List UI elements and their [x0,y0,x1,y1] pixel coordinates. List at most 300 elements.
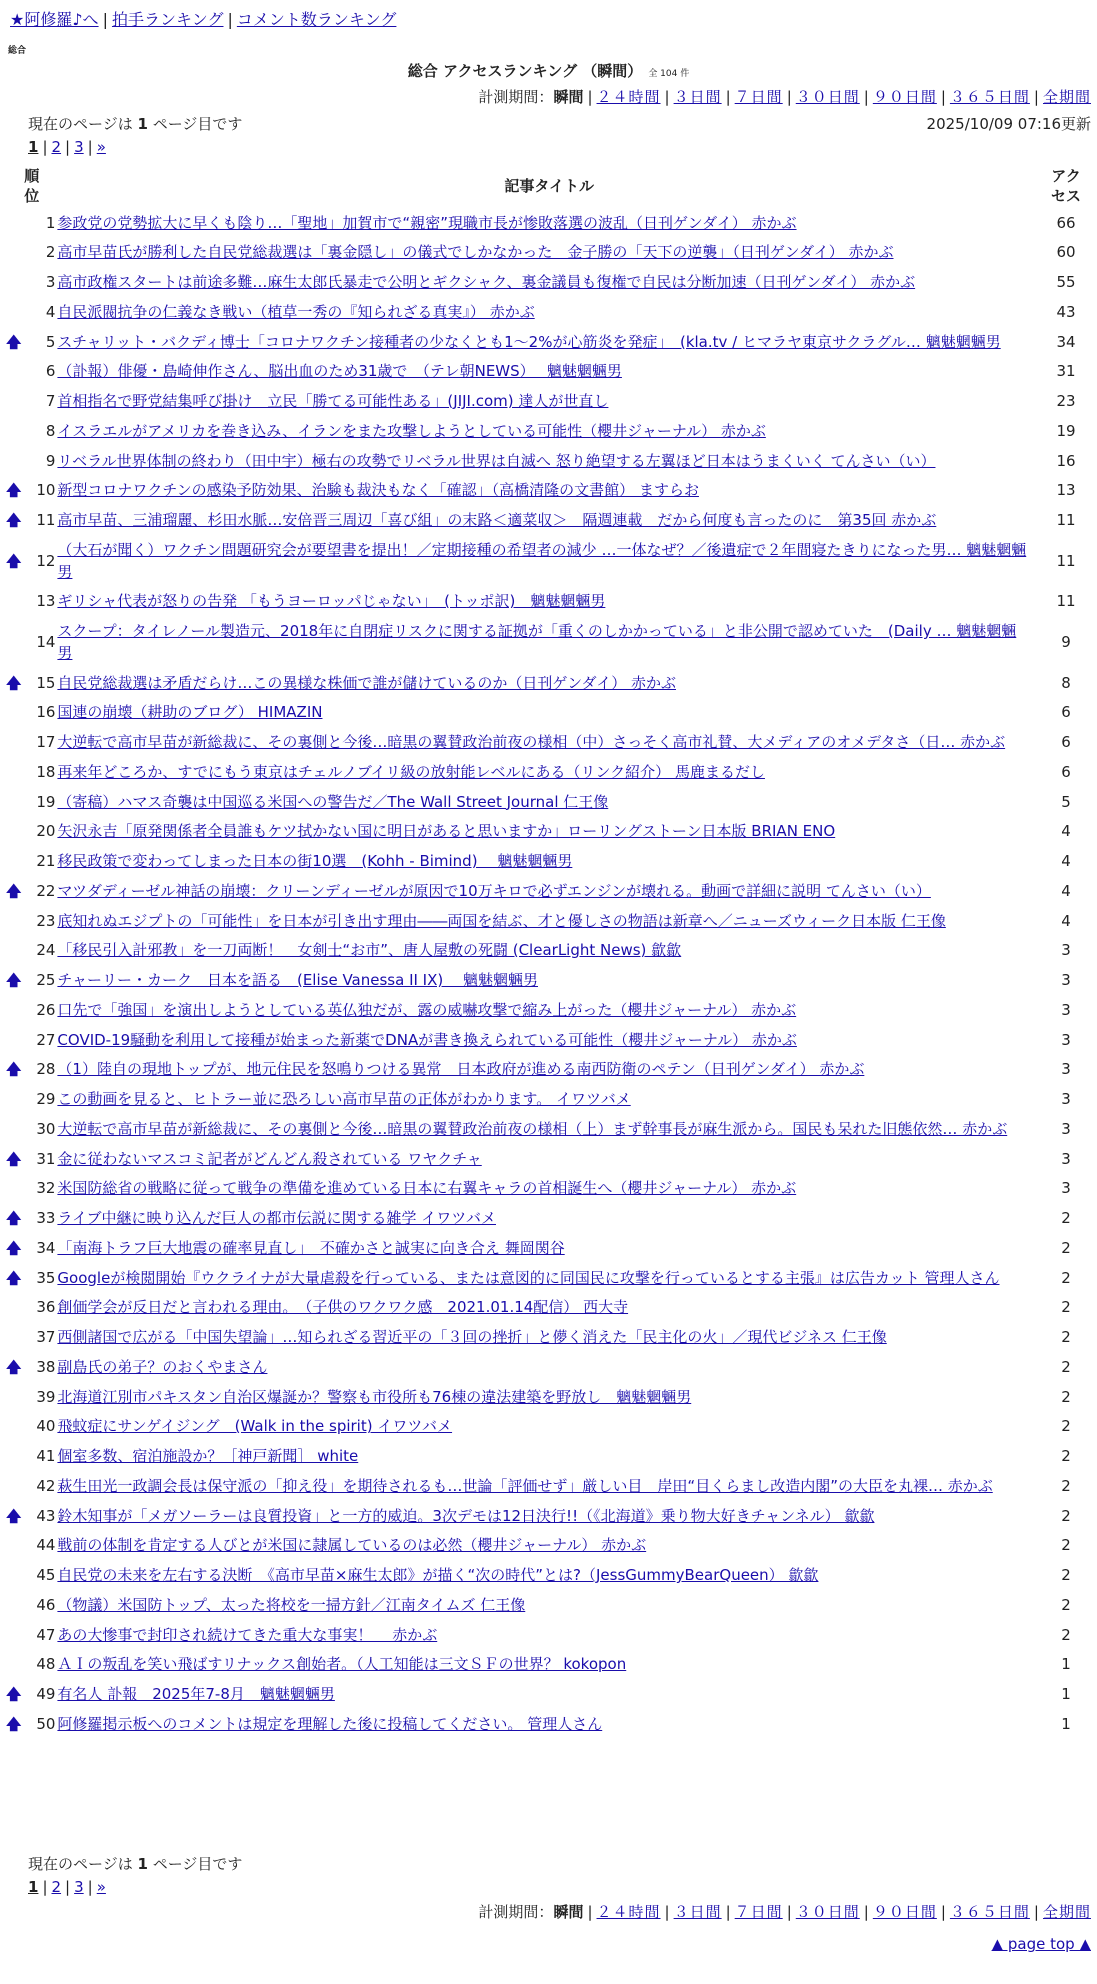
title-cell [57,238,1041,268]
table-row [6,1650,1091,1680]
rank-up-icon-cell [6,536,21,588]
rank-up-icon-cell [6,1591,21,1621]
access-column-header: アク セス [1050,167,1081,206]
rank-number: 13 [36,592,56,611]
table-row [6,1591,1091,1621]
period-separator: | [725,1903,731,1921]
table-row [6,1531,1091,1561]
table-row [6,476,1091,506]
up-arrow-icon: 🡅 [6,511,22,530]
rank-up-icon-cell [6,996,21,1026]
rank-up-icon-cell [6,1650,21,1680]
title-cell [57,1115,1041,1145]
title-cell [57,298,1041,328]
pager-separator: | [65,138,71,156]
rank-up-icon-cell [6,617,21,669]
period-link[interactable]: ２４時間 [596,88,661,106]
title-cell [57,1264,1041,1294]
article-title-link[interactable]: COVID-19騒動を利用して接種が始まった新薬でDNAが書き換えられている可能性（櫻井ジャーナル） 赤かぶ [57,1030,797,1049]
rank-up-icon-cell [6,1442,21,1472]
rank-up-icon-cell [6,1383,21,1413]
rank-up-icon-cell [6,1026,21,1056]
rank-number: 4 [45,302,56,321]
period-link[interactable]: ７日間 [734,1903,783,1921]
article-title-link[interactable]: リベラル世界体制の終わり（田中宇）極右の攻勢でリベラル世界は自滅へ 怒り絶望する左翼ほど日本はうまくいく てんさい（い） [57,451,936,470]
access-count: 4 [1061,911,1071,930]
access-count: 3 [1061,1030,1071,1049]
rank-number: 49 [36,1685,56,1704]
title-cell [57,1621,1041,1651]
pager-top [28,138,106,158]
article-title-link[interactable]: ギリシャ代表が怒りの告発 「もうヨーロッパじゃない」 (トッポ訳) 魑魅魍魎男 [57,592,606,611]
article-title-link[interactable]: スチャリット・バクディ博士「コロナワクチン接種者の少なくとも1～2%が心筋炎を発症」 (kla.tv / ヒマラヤ東京サクラグル… 魑魅魍魎男 [57,332,1001,351]
article-title-link[interactable]: 国連の崩壊（耕助のブログ） HIMAZIN [57,703,323,722]
table-row [6,1710,1091,1740]
up-arrow-icon: 🡅 [6,1238,22,1257]
title-column-header: 記事タイトル [504,176,595,195]
title-cell [57,1145,1041,1175]
access-count: 2 [1061,1209,1071,1228]
article-title-link[interactable]: 創価学会が反日だと言われる理由。 （子供のワクワク感 2021.01.14配信） 西大寺 [57,1298,629,1317]
article-title-link[interactable]: 大逆転で高市早苗が新総裁に、その裏側と今後…暗黒の翼賛政治前夜の様相（中）さっそく高市礼賛、大メディアのオメデタさ（日… 赤かぶ [57,733,1006,751]
rank-up-icon-cell [6,476,21,506]
rank-up-icon-cell [6,669,21,699]
article-title-link[interactable]: Googleが検閲開始『ウクライナが大量虐殺を行っている、または意図的に同国民に攻撃を行っているとする主張』は広告カット 管理人さん [57,1268,1000,1287]
rank-number: 50 [36,1714,56,1733]
title-cell [57,669,1041,699]
article-title-link[interactable]: 高市政権スタートは前途多難…麻生太郎氏暴走で公明とギクシャク、裏金議員も復権で自民は分断加速（日刊ゲンダイ） 赤かぶ [57,273,916,291]
article-title-link[interactable]: 再来年どころか、すでにもう東京はチェルノブイリ級の放射能レベルにある（リンク紹介） 馬鹿まるだし [57,762,765,781]
table-row [6,1442,1091,1472]
period-separator: | [587,88,593,106]
rank-up-icon-cell [6,447,21,477]
title-cell [57,1472,1041,1502]
article-title-link[interactable]: （物議）米国防トップ、太った将校を一掃方針／江南タイムズ 仁王像 [57,1595,526,1614]
rank-number: 39 [36,1387,56,1406]
rank-up-icon-cell [6,1115,21,1145]
article-title-link[interactable]: チャーリー・カーク 日本を語る (Elise Vanessa II IX) 魑魅魍魎男 [57,971,538,989]
title-cell [57,996,1041,1026]
access-count: 1 [1061,1685,1071,1704]
rank-number: 37 [36,1328,56,1347]
article-title-link[interactable]: 副島氏の弟子？のおくやまさん [57,1357,268,1376]
period-current: 瞬間 [553,88,584,106]
period-separator: | [786,88,792,106]
rank-number: 36 [36,1298,56,1317]
title-cell [57,536,1041,588]
rank-up-icon-cell [6,1621,21,1651]
period-link[interactable]: ３０日間 [795,88,860,106]
access-count: 2 [1061,1387,1071,1406]
access-count: 60 [1056,243,1076,262]
access-count: 2 [1061,1506,1071,1525]
table-row [6,238,1091,268]
title-cell [57,1412,1041,1442]
table-row [6,1412,1091,1442]
table-row [6,1204,1091,1234]
period-link[interactable]: ３６５日間 [949,1903,1030,1921]
rank-number: 28 [36,1060,56,1079]
title-cell [57,1026,1041,1056]
rank-up-icon-cell [6,1502,21,1532]
rank-up-icon-cell [6,1293,21,1323]
rank-number: 3 [45,273,56,292]
rank-number: 44 [36,1536,56,1555]
rank-number: 40 [36,1417,56,1436]
period-link[interactable]: 全期間 [1042,88,1091,106]
period-separator: | [725,88,731,106]
nav-separator: | [227,10,233,29]
up-arrow-icon: 🡅 [6,551,22,570]
current-page-status-bottom [28,1855,242,1875]
rank-number: 42 [36,1476,56,1495]
access-count: 43 [1056,302,1076,321]
table-row [6,728,1091,758]
up-arrow-icon: 🡅 [6,1357,22,1376]
article-title-link[interactable]: 高市早苗氏が勝利した自民党総裁選は「裏金隠し」の儀式でしかなかった 金子勝の「天下の逆襲」（日刊ゲンダイ） 赤かぶ [57,243,894,262]
table-row [6,536,1091,588]
period-separator: | [863,1903,869,1921]
article-title-link[interactable]: （大石が聞く）ワクチン問題研究会が要望書を提出！／定期接種の希望者の減少 …一体なぜ？／後遺症で２年間寝たきりになった男… 魑魅魍魎男 [57,540,1027,581]
comment-ranking-link[interactable]: コメント数ランキング [236,10,397,29]
table-row [6,298,1091,328]
title-cell [57,1055,1041,1085]
table-row [6,1026,1091,1056]
rank-up-icon-cell [6,298,21,328]
article-title-link[interactable]: 飛蚊症にサンゲイジング (Walk in the spirit) イワツバメ [57,1417,453,1436]
article-title-link[interactable]: スクープ：タイレノール製造元、2018年に自閉症リスクに関する証拠が「重くのしかかっている」と非公開で認めていた (Daily … 魑魅魍魎男 [57,622,1017,662]
table-row [6,268,1091,298]
table-row [6,1353,1091,1383]
article-title-link[interactable]: （1）陸自の現地トップが、地元住民を怒鳴りつける異常 日本政府が進める南西防衛のペテン（日刊ゲンダイ） 赤かぶ [57,1060,865,1079]
pager-separator: | [87,1878,93,1896]
period-separator: | [786,1903,792,1921]
access-count: 2 [1061,1268,1071,1287]
rank-number: 11 [36,511,56,530]
title-cell [57,966,1041,996]
article-title-link[interactable]: 鈴木知事が「メガソーラーは良質投資」と一方的威迫。3次デモは12日決行!!（《北海道》乗り物大好きチャンネル） 歙歙 [57,1506,875,1525]
period-label: 計測期間： [478,1903,554,1921]
applause-ranking-link[interactable]: 拍手ランキング [111,10,224,29]
article-title-link[interactable]: 個室多数、宿泊施設か？［神戸新聞］ white [57,1447,359,1465]
article-title-link[interactable]: 高市早苗、三浦瑠麗、杉田水脈…安倍晋三周辺「喜び組」の末路＜適菜収＞ 隔週連載 だから何度も言ったのに 第35回 赤かぶ [57,511,937,529]
period-link[interactable]: ３６５日間 [949,88,1030,106]
table-row [6,698,1091,728]
table-row [6,1234,1091,1264]
access-count: 2 [1061,1298,1071,1317]
rank-number: 38 [36,1357,56,1376]
rank-number: 34 [36,1238,56,1257]
article-title-link[interactable]: 西側諸国で広がる「中国失望論」…知られざる習近平の「３回の挫折」と儚く消えた「民主化の火」／現代ビジネス 仁王像 [57,1328,887,1346]
rank-number: 20 [36,822,56,841]
page-top [992,1935,1091,1955]
access-count: 66 [1056,213,1076,232]
access-count: 3 [1061,1119,1071,1138]
rank-number: 33 [36,1209,56,1228]
rank-up-icon-cell [6,1561,21,1591]
rank-number: 15 [36,673,56,692]
title-cell [57,788,1041,818]
period-separator: | [940,1903,946,1921]
period-separator: | [940,88,946,106]
page-top-link[interactable]: ▲ page top ▲ [991,1935,1091,1953]
access-count: 55 [1056,273,1076,292]
article-title-link[interactable]: （寄稿）ハマス奇襲は中国巡る米国への警告だ／The Wall Street Journal 仁王像 [57,792,609,811]
access-count: 3 [1061,971,1071,990]
title-cell [57,1710,1041,1740]
title-cell [57,1442,1041,1472]
access-count: 5 [1061,792,1071,811]
rank-number: 5 [45,332,56,351]
access-count: 13 [1056,481,1076,500]
title-cell [57,1680,1041,1710]
rank-up-icon-cell [6,907,21,937]
up-arrow-icon: 🡅 [6,1506,22,1525]
access-count: 3 [1061,1090,1071,1109]
title-cell [57,1323,1041,1353]
access-count: 2 [1061,1357,1071,1376]
period-label: 計測期間： [478,88,554,106]
pager-next-link[interactable]: » [96,138,106,156]
period-link[interactable]: ９０日間 [872,88,937,106]
rank-up-icon-cell [6,847,21,877]
current-page-status [28,115,242,135]
title-cell [57,357,1041,387]
article-title-link[interactable]: この動画を見ると、ヒトラー並に恐ろしい高市早苗の正体がわかります。 イワツバメ [57,1090,631,1108]
table-row [6,788,1091,818]
rank-up-icon-cell [6,1145,21,1175]
nav-separator: | [102,10,108,29]
article-title-link[interactable]: 阿修羅掲示板へのコメントは規定を理解した後に投稿してください。 管理人さん [57,1714,603,1733]
access-count: 16 [1056,451,1076,470]
title-cell [57,1085,1041,1115]
article-title-link[interactable]: 矢沢永吉「原発関係者全員誰もケツ拭かない国に明日があると思いますか」ローリングストーン日本版 BRIAN ENO [57,822,836,841]
rank-number: 41 [36,1447,56,1466]
rank-up-icon-cell [6,417,21,447]
rank-number: 30 [36,1119,56,1138]
rank-number: 21 [36,852,56,871]
rank-up-icon-cell [6,1710,21,1740]
rank-up-icon-cell [6,936,21,966]
table-row [6,966,1091,996]
period-link[interactable]: 全期間 [1042,1903,1091,1921]
access-count: 23 [1056,392,1076,411]
table-row [6,996,1091,1026]
article-title-link[interactable]: 「移民引入計邪教」を一刀両断！ 女剣士“お市”、唐人屋敷の死闘 (ClearLight News) 歙歙 [57,941,682,960]
article-title-link[interactable]: ライブ中継に映り込んだ巨人の都市伝説に関する雑学 イワツバメ [57,1209,496,1227]
rank-number: 6 [45,362,56,381]
rank-number: 48 [36,1655,56,1674]
period-separator: | [664,1903,670,1921]
period-link[interactable]: ３日間 [673,1903,722,1921]
period-link[interactable]: ２４時間 [596,1903,661,1921]
pager-link[interactable]: 2 [51,1878,62,1896]
total-count: 全 104 件 [648,69,690,79]
article-title-link[interactable]: 自民党総裁選は矛盾だらけ…この異様な株価で誰が儲けているのか（日刊ゲンダイ） 赤かぶ [57,673,676,692]
title-cell [57,387,1041,417]
table-row [6,417,1091,447]
title-cell [57,698,1041,728]
rank-number: 47 [36,1625,56,1644]
article-title-link[interactable]: マツダディーゼル神話の崩壊：クリーンディーゼルが原因で10万キロで必ずエンジンが壊れる。動画で詳細に説明 てんさい（い） [57,881,931,900]
rank-up-icon-cell [6,587,21,617]
access-count: 4 [1061,881,1071,900]
title-cell [57,1561,1041,1591]
article-title-link[interactable]: 戦前の体制を肯定する人びとが米国に隷属しているのは必然（櫻井ジャーナル） 赤かぶ [57,1536,647,1555]
rank-up-icon-cell [6,728,21,758]
period-link[interactable]: ３０日間 [795,1903,860,1921]
table-row [6,1145,1091,1175]
table-row [6,1680,1091,1710]
article-title-link[interactable]: （訃報）俳優・島崎伸作さん、脳出血のため31歳で （テレ朝NEWS） 魑魅魍魎男 [57,362,622,381]
rank-up-icon-cell [6,209,21,239]
pager-link[interactable]: 3 [74,138,84,156]
period-link[interactable]: ９０日間 [872,1903,937,1921]
rank-number: 8 [45,421,56,440]
access-count: 31 [1056,362,1076,381]
pager-current: 1 [28,1878,39,1896]
up-arrow-icon: 🡅 [6,1714,22,1733]
article-title-link[interactable]: 移民政策で変わってしまった日本の街10選 (Kohh - Bimind) 魑魅魍魎男 [57,852,573,870]
table-row [6,1561,1091,1591]
rank-number: 16 [36,703,56,722]
rank-up-icon-cell [6,1531,21,1561]
access-count: 34 [1056,332,1076,351]
rank-up-icon-cell [6,966,21,996]
article-title-link[interactable]: 首相指名で野党結集呼び掛け 立民「勝てる可能性ある」(JIJI.com) 達人が世直し [57,392,609,410]
access-count: 3 [1061,1060,1071,1079]
page-status-prefix: 現在のページは [28,1855,133,1873]
article-title-link[interactable]: 自民派閥抗争の仁義なき戦い（植草一秀の『知られざる真実』） 赤かぶ [57,302,535,321]
article-title-link[interactable]: 萩生田光一政調会長は保守派の「抑え役」を期待されるも…世論「評価せず」厳しい目 岸田“目くらまし改造内閣”の大臣を丸裸… 赤かぶ [57,1476,993,1495]
article-title-link[interactable]: ＡＩの叛乱を笑い飛ばすリナックス創始者。（人工知能は三文ＳＦの世界？ kokopon [57,1655,627,1674]
access-count: 2 [1061,1476,1071,1495]
access-count: 6 [1061,762,1071,781]
access-count: 2 [1061,1625,1071,1644]
table-row [6,936,1091,966]
pager-current: 1 [28,138,39,156]
rank-number: 14 [36,633,56,651]
pager-link[interactable]: 2 [51,138,62,156]
article-title-link[interactable]: 新型コロナワクチンの感染予防効果、治験も裁決もなく「確認」（高橋清隆の文書館） ますらお [57,481,699,500]
title-cell [57,847,1041,877]
up-arrow-icon: 🡅 [6,1268,22,1287]
page-status-number: 1 [137,115,148,133]
article-title-link[interactable]: 「南海トラフ巨大地震の確率見直し」 不確かさと誠実に向き合え 舞岡関谷 [57,1238,565,1257]
table-row [6,1293,1091,1323]
rank-number: 25 [36,971,56,990]
title-cell [57,506,1041,536]
rank-number: 46 [36,1595,56,1614]
pager-separator: | [65,1878,71,1896]
access-count: 6 [1061,703,1071,722]
access-count: 4 [1061,852,1071,871]
table-row [6,1383,1091,1413]
period-link[interactable]: ３日間 [673,88,722,106]
title-cell [57,268,1041,298]
page-title [0,62,1097,82]
article-title-link[interactable]: 参政党の党勢拡大に早くも陰り…「聖地」加賀市で“親密”現職市長が惨敗落選の波乱（日刊ゲンダイ） 赤かぶ [57,213,797,232]
rank-number: 7 [45,392,56,411]
article-title-link[interactable]: 北海道江別市パキスタン自治区爆誕か？警察も市役所も76棟の違法建築を野放し 魑魅魍魎男 [57,1387,692,1406]
page-status-prefix: 現在のページは [28,115,133,133]
title-cell [57,1234,1041,1264]
article-title-link[interactable]: 有名人 訃報 2025年7-8月 魑魅魍魎男 [57,1685,335,1703]
pager-link[interactable]: 3 [74,1878,84,1896]
table-row [6,1115,1091,1145]
rank-up-icon-cell [6,506,21,536]
rank-column-header: 順 位 [24,167,40,206]
title-cell [57,1174,1041,1204]
article-title-link[interactable]: イスラエルがアメリカを巻き込み、イランをまた攻撃しようとしている可能性（櫻井ジャーナル） 赤かぶ [57,421,766,440]
rank-number: 45 [36,1566,56,1585]
rank-up-icon-cell [6,788,21,818]
article-title-link[interactable]: 底知れぬエジプトの「可能性」を日本が引き出す理由――両国を結ぶ、才と優しさの物語は新章へ／ニューズウィーク日本版 仁王像 [57,911,946,930]
title-cell [57,209,1041,239]
rank-up-icon-cell [6,1472,21,1502]
period-separator: | [863,88,869,106]
home-link[interactable]: ★阿修羅♪へ [10,10,99,29]
rank-up-icon-cell [6,1323,21,1353]
article-title-link[interactable]: 米国防総省の戦略に従って戦争の準備を進めている日本に右翼キャラの首相誕生へ（櫻井ジャーナル） 赤かぶ [57,1179,797,1198]
access-count: 2 [1061,1328,1071,1347]
rank-up-icon-cell [6,698,21,728]
access-count: 3 [1061,1000,1071,1019]
article-title-link[interactable]: あの大惨事で封印され続けてきた重大な事実！ 赤かぶ [57,1625,438,1644]
table-row [6,669,1091,699]
rank-up-icon-cell [6,238,21,268]
page-status-suffix: ページ目です [152,1855,243,1873]
title-cell [57,936,1041,966]
rank-number: 29 [36,1090,56,1109]
title-cell [57,447,1041,477]
rank-number: 12 [36,551,56,570]
title-cell [57,1531,1041,1561]
period-selector-bottom [478,1903,1091,1923]
rank-number: 43 [36,1506,56,1525]
access-count: 4 [1061,822,1071,841]
page-title-text: 総合 アクセスランキング （瞬間） [407,62,643,80]
table-row [6,1502,1091,1532]
title-cell [57,817,1041,847]
article-title-link[interactable]: 金に従わないマスコミ記者がどんどん殺されている ワヤクチャ [57,1149,482,1168]
article-title-link[interactable]: 口先で「強国」を演出しようとしている英仏独だが、露の威嚇攻撃で縮み上がった（櫻井ジャーナル） 赤かぶ [57,1000,797,1019]
table-row [6,1323,1091,1353]
article-title-link[interactable]: 自民党の未来を左右する決断 《高市早苗×麻生太郎》が描く“次の時代”とは?（JessGummyBearQueen） 歙歙 [57,1566,819,1584]
up-arrow-icon: 🡅 [6,971,22,990]
up-arrow-icon: 🡅 [6,673,22,692]
table-row [6,587,1091,617]
access-count: 3 [1061,1179,1071,1198]
period-link[interactable]: ７日間 [734,88,783,106]
access-count: 2 [1061,1238,1071,1257]
table-header [6,164,1091,209]
access-count: 1 [1061,1655,1071,1674]
up-arrow-icon: 🡅 [6,481,22,500]
pager-next-link[interactable]: » [96,1878,106,1896]
table-row [6,1472,1091,1502]
title-cell [57,1204,1041,1234]
period-separator: | [1033,88,1039,106]
rank-up-icon-cell [6,877,21,907]
table-row [6,758,1091,788]
up-arrow-icon: 🡅 [6,1685,22,1704]
access-count: 2 [1061,1417,1071,1436]
article-title-link[interactable]: 大逆転で高市早苗が新総裁に、その裏側と今後…暗黒の翼賛政治前夜の様相（上）まず幹事長が麻生派から。国民も呆れた旧態依然… 赤かぶ [57,1119,1008,1138]
access-count: 11 [1056,592,1076,611]
access-count: 3 [1061,941,1071,960]
table-row [6,907,1091,937]
